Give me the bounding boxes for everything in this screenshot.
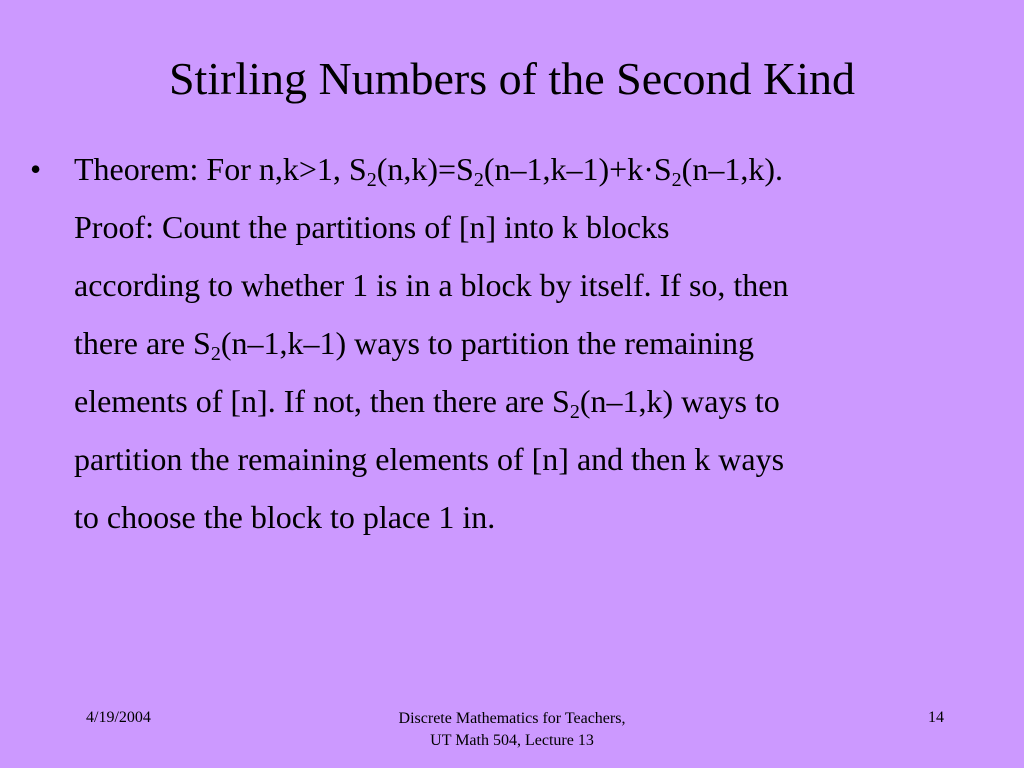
proof-line-6: partition the remaining elements of [n] and then k ways [74,441,785,477]
proof-line-2: Proof: Count the partitions of [n] into k blocks [74,209,670,245]
text-run: (n–1,k). [681,151,783,187]
text-run: there are S [74,325,211,361]
footer-course [312,708,712,752]
text-run: (n–1,k) ways to [579,383,780,419]
text-run: elements of [n]. If not, then there are S [74,383,570,419]
text-run: Theorem: For n,k>1, S [74,151,367,187]
text-run: (n,k)=S [376,151,474,187]
footer-page-number: 14 [928,709,944,726]
slide-title: Stirling Numbers of the Second Kind [168,53,856,104]
footer-course-line-1: Discrete Mathematics for Teachers, [398,710,626,727]
theorem-bullet [30,140,1000,546]
text-run: (n–1,k–1)+k·S [483,151,672,187]
subscript: 2 [473,169,484,191]
bullet-list [30,140,1000,546]
proof-line-4 [74,314,1000,372]
theorem-line-1 [74,140,1000,198]
proof-line-3: according to whether 1 is in a block by itself. If so, then [74,267,789,303]
subscript: 2 [569,401,580,423]
subscript: 2 [671,169,682,191]
subscript: 2 [210,343,221,365]
proof-line-5 [74,372,1000,430]
footer-course-line-2: UT Math 504, Lecture 13 [430,732,594,749]
text-run: (n–1,k–1) ways to partition the remaining [220,325,755,361]
subscript: 2 [366,169,377,191]
proof-line-7: to choose the block to place 1 in. [74,499,496,535]
footer-date: 4/19/2004 [86,709,151,726]
bullet-marker: • [30,151,42,187]
